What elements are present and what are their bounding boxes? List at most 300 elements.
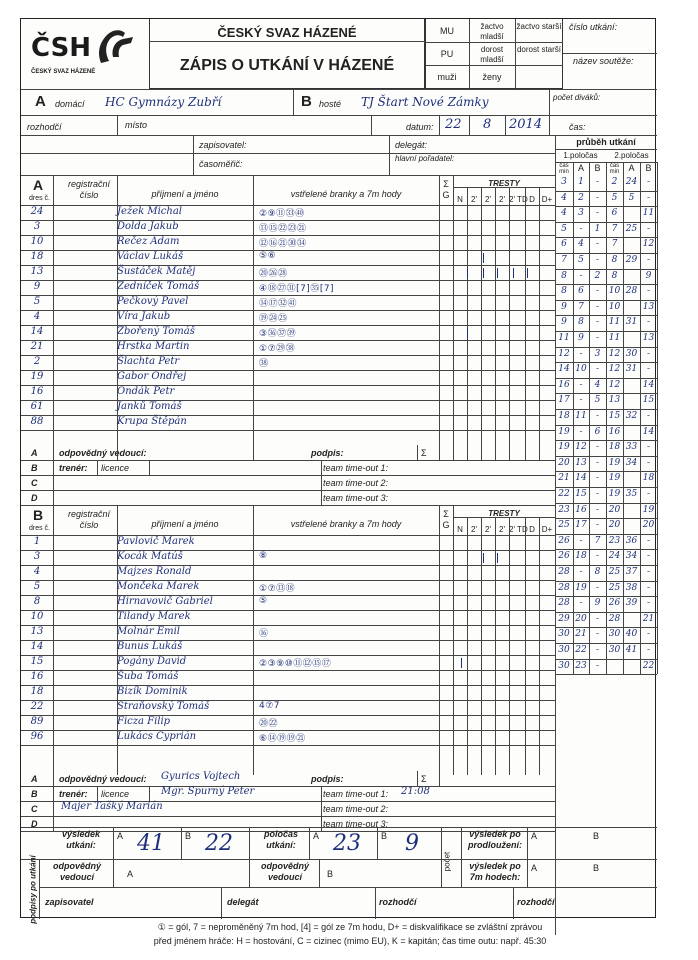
penalty-mark	[513, 268, 514, 278]
team-a-official-C: C	[31, 478, 38, 488]
team-a-player-name: Pečkový Pavel	[117, 296, 189, 307]
team-b-timeout3-label: team time-out 3:	[323, 819, 389, 829]
team-a-player-number: 5	[33, 296, 41, 307]
team-b-player-goals: ⑧	[259, 551, 268, 561]
course-time: 3	[561, 177, 567, 187]
team-b-tresty: TRESTY	[488, 509, 520, 518]
course-score-a: 8	[578, 317, 584, 328]
course-score-b-2: -	[646, 317, 651, 328]
course-score-a: 2	[578, 192, 584, 203]
time-label: čas:	[569, 122, 586, 132]
team-a-player-name: Víra Jakub	[117, 311, 171, 322]
course-header-cell: A	[577, 163, 584, 173]
team-a-player-goals: ⑳㉖㉘	[259, 269, 288, 279]
course-time: 29	[558, 613, 570, 624]
extension-label: výsledek po prodloužení:	[468, 829, 522, 850]
course-score-a: 18	[575, 551, 587, 562]
team-a-player-name: Šlachta Petr	[117, 356, 180, 367]
course-score-b: -	[595, 489, 600, 499]
team-a-player-number: 3	[33, 221, 41, 232]
team-a-player-name: Rečez Adam	[117, 236, 180, 247]
team-a-player-number: 24	[30, 206, 44, 217]
course-score-a-2: 31	[625, 364, 638, 375]
team-b-player-name: Kocák Matúš	[117, 551, 183, 562]
logo	[27, 23, 147, 81]
team-a-player-name: Hrstka Martin	[117, 341, 190, 352]
guest-label: hosté	[319, 99, 342, 109]
team-b-reg-col: registrační číslo	[67, 509, 111, 530]
team-b-player-goals: 4⑦7	[259, 701, 281, 711]
team-a-player-number: 16	[30, 386, 44, 397]
team-a-player-goals: ⑬⑮㉒㉓㉑	[259, 224, 307, 234]
ext-b-letter: B	[593, 831, 600, 841]
team-b-official-C: C	[31, 804, 38, 814]
team-a-dres: dres č.	[29, 195, 51, 202]
course-score-a-2: 31	[625, 317, 638, 328]
team-b-player-name: Ficza Filip	[117, 716, 171, 727]
course-time: 4	[561, 192, 567, 203]
course-score-b-2: -	[646, 348, 651, 359]
course-time: 19	[558, 426, 570, 437]
course-score-b: -	[595, 239, 600, 250]
team-a-reg-col: registrační číslo	[67, 179, 111, 200]
course-score-b-2: 9	[645, 270, 652, 281]
course-score-b: 4	[594, 379, 601, 390]
team-b-tresty-col-1: 2'	[471, 525, 477, 534]
team-b-player-goals: ①⑦⑬⑱	[259, 584, 296, 594]
sign-a-letter: A	[127, 869, 134, 879]
cat-zactvo-starsi: žactvo starší	[516, 22, 562, 31]
team-a-tresty-col-4: 2' TD	[509, 195, 528, 204]
penalty-mark	[467, 268, 468, 278]
sevenm-label: výsledek po 7m hodech:	[469, 861, 521, 882]
course-score-b: 6	[594, 426, 601, 437]
course-time-2: 19	[608, 489, 621, 499]
team-a-licence-label: licence	[101, 463, 130, 473]
course-score-b: -	[595, 333, 600, 343]
course-score-a: 3	[578, 208, 584, 219]
team-a-player-goals: ⑫⑯㉑㉚㉞	[259, 239, 307, 249]
course-time-2: 7	[611, 223, 618, 234]
course-score-b: -	[595, 301, 600, 312]
form-title: ZÁPIS O UTKÁNÍ V HÁZENÉ	[179, 57, 395, 74]
team-a-player-number: 61	[30, 401, 44, 412]
team-a-tresty-col-2: 2'	[485, 195, 491, 204]
course-time: 9	[561, 317, 567, 328]
course-score-b-2: -	[646, 582, 651, 593]
team-b-dres: dres č.	[29, 525, 51, 532]
course-score-b: 7	[594, 535, 601, 546]
penalty-mark	[467, 328, 468, 338]
main-organizer-label: hlavní pořadatel:	[395, 154, 455, 163]
course-score-b-2: -	[646, 489, 651, 499]
team-a-tresty-col-6: D+	[541, 195, 553, 204]
team-b-player-number: 14	[30, 641, 44, 652]
team-a-player-number: 2	[33, 356, 41, 367]
course-time-2: 19	[608, 457, 621, 468]
team-b-player-name: Pavlovič Marek	[117, 536, 195, 547]
result-a-letter: A	[117, 831, 124, 841]
course-score-a: 15	[575, 489, 587, 499]
course-score-b: -	[595, 208, 600, 219]
team-b-player-name: Lukács Cyprián	[117, 731, 197, 742]
course-header-cell: B	[645, 163, 652, 173]
course-time-2: 8	[611, 270, 618, 281]
course-time-2: 6	[611, 208, 618, 219]
course-time: 23	[558, 504, 570, 515]
half-a-letter: A	[313, 831, 320, 841]
team-a-resp-label: odpovědný vedoucí:	[59, 448, 147, 458]
cat-zeny: ženy	[482, 72, 502, 82]
course-time-2: 7	[611, 239, 618, 250]
sign-b-letter: B	[327, 869, 334, 879]
course-header-cell: čas min	[559, 163, 569, 175]
team-a-player-name: Krupa Štěpán	[117, 416, 187, 427]
team-b-player-name: Molnár Emil	[117, 626, 180, 637]
course-score-a-2: 41	[625, 645, 638, 655]
team-b-sum-col: Σ G	[442, 509, 450, 530]
course-time: 20	[558, 457, 570, 468]
course-time: 28	[558, 582, 570, 593]
course-time-2: 10	[608, 301, 621, 312]
course-time-2: 12	[608, 364, 621, 375]
course-time-2: 25	[608, 567, 621, 577]
team-a-player-name: Zbořený Tomáš	[117, 326, 195, 337]
course-score-a-2: 39	[625, 598, 638, 609]
course-score-b-2: -	[646, 223, 651, 234]
cat-zactvo-mladsi: žactvo mladší	[480, 22, 504, 41]
penalty-mark	[497, 553, 498, 563]
team-b-c-value: Majer Tašký Marián	[61, 801, 163, 812]
timekeeper-label: časoměřič:	[199, 159, 243, 169]
team-a-tresty-col-3: 2'	[499, 195, 505, 204]
course-score-a-2: 29	[625, 255, 638, 265]
team-b-player-goals: ②③⑨⑩⑪⑫⑮⑰	[259, 659, 332, 669]
team-a-player-goals: ④⑱㉗㉛[7]㉟[7]	[259, 284, 335, 294]
course-time-2: 20	[608, 520, 621, 531]
sign-resp-a-label: odpovědný vedoucí	[52, 861, 101, 882]
delegate-label: delegát:	[395, 140, 428, 150]
team-a-official-B: B	[31, 463, 38, 473]
course-time-2: 20	[608, 504, 621, 515]
team-b-player-name: Bizík Dominik	[117, 686, 188, 697]
team-b-player-name: Majzes Ronald	[117, 566, 192, 577]
course-score-a: 10	[575, 364, 587, 375]
team-a-player-number: 21	[30, 341, 44, 352]
team-a-player-name: Šustáček Matěj	[117, 266, 196, 277]
course-score-a: 9	[578, 333, 584, 343]
course-score-a: -	[579, 379, 583, 390]
team-b-tresty-col-0: N	[457, 525, 463, 534]
team-b-trainer-label: trenér:	[59, 789, 88, 799]
course-time-2: 15	[608, 411, 621, 421]
course-time: 18	[558, 411, 570, 421]
course-score-a: 21	[575, 629, 587, 640]
team-a-player-number: 13	[30, 266, 44, 277]
course-score-b-2: 14	[642, 379, 655, 390]
team-a-player-name: Gabor Ondřej	[117, 371, 187, 382]
team-b-player-name: Šuba Tomáš	[117, 671, 179, 682]
course-header-cell: A	[628, 163, 635, 173]
course-score-b-2: -	[646, 255, 651, 265]
course-score-b: -	[595, 317, 600, 328]
course-score-b-2: 13	[642, 333, 655, 343]
course-score-a-2: 24	[625, 177, 638, 187]
team-b-letter: B	[33, 507, 44, 523]
course-score-a: 12	[575, 442, 587, 453]
half-b-letter: B	[381, 831, 388, 841]
team-a-player-goals: ①⑦㉙㊳	[259, 344, 296, 354]
team-a-tresty-col-5: D	[529, 195, 535, 204]
team-b-player-name: Pogány David	[117, 656, 187, 667]
place-label: místo	[125, 120, 148, 130]
team-b-tresty-col-5: D	[529, 525, 535, 534]
team-a-name-col: příjmení a jméno	[151, 189, 219, 199]
course-score-b-2: -	[646, 411, 651, 421]
course-time: 11	[558, 333, 570, 343]
course-label: průběh utkání	[576, 137, 636, 147]
team-a-player-number: 88	[30, 416, 44, 427]
team-a-player-goals: ⑭⑰㉜㊶	[259, 299, 298, 309]
course-score-b: 2	[594, 270, 601, 281]
course-score-b: -	[595, 457, 600, 468]
penalty-mark	[483, 553, 484, 563]
course-score-b: 1	[594, 223, 601, 234]
result-a-value: 41	[137, 831, 165, 856]
spectators-label: počet diváků:	[553, 93, 601, 102]
course-time: 25	[558, 520, 570, 531]
team-a-player-name: Dolda Jakub	[117, 221, 179, 232]
logo-text: ČSH	[31, 33, 92, 63]
course-score-a: -	[579, 567, 583, 577]
course-score-b-2: 19	[642, 504, 655, 515]
team-a-player-goals: ㊳	[259, 359, 269, 369]
course-score-a-2: 40	[625, 629, 638, 640]
course-time: 28	[558, 567, 570, 577]
team-a-trainer-label: trenér:	[59, 463, 88, 473]
result-label: výsledek utkání:	[61, 829, 101, 850]
course-time-2: 11	[608, 317, 621, 328]
team-a-player-number: 9	[33, 281, 41, 292]
course-score-a: 16	[575, 504, 587, 515]
team-a-player-name: Václav Lukáš	[117, 251, 184, 262]
guest-team-value: TJ Štart Nové Zámky	[361, 95, 489, 109]
team-b-player-number: 89	[30, 716, 44, 727]
team-a-official-A: A	[31, 448, 38, 458]
team-a-player-name: Ježek Michal	[117, 206, 182, 217]
sign-referee1-label: rozhodčí	[379, 897, 417, 907]
course-score-b: -	[595, 645, 600, 655]
course-score-b: -	[595, 177, 600, 187]
course-score-b-2: -	[646, 598, 651, 609]
sevenm-b-letter: B	[593, 863, 600, 873]
team-a-sum: Σ	[421, 448, 427, 458]
sign-delegate-label: delegát	[227, 897, 259, 907]
course-score-a: 11	[575, 411, 587, 421]
half1-label: 1.poločas	[563, 151, 598, 160]
course-score-a-2: 25	[625, 223, 638, 234]
course-score-a: 13	[575, 457, 587, 468]
course-score-b: -	[595, 582, 600, 593]
date-month: 8	[483, 117, 492, 132]
course-score-a: 14	[575, 473, 587, 484]
course-score-b: -	[595, 629, 600, 640]
sign-referee2-label: rozhodčí	[517, 897, 555, 907]
course-score-a-2: 33	[625, 442, 638, 453]
course-time: 21	[558, 473, 570, 484]
course-score-b-2: 22	[642, 660, 655, 671]
course-score-a-2: 30	[625, 348, 638, 359]
team-b-player-goals: ⑯	[259, 629, 269, 639]
date-day: 22	[445, 117, 462, 132]
course-time-2: 30	[608, 629, 621, 640]
course-score-a: 20	[575, 613, 587, 624]
result-b-letter: B	[185, 831, 192, 841]
result-b-value: 22	[205, 831, 233, 856]
team-b-player-name: Mončeka Marek	[117, 581, 200, 592]
course-score-b: 3	[594, 348, 601, 359]
team-b-player-number: 15	[30, 656, 44, 667]
course-score-a-2: 32	[625, 411, 638, 421]
team-b-official-A: A	[31, 774, 38, 784]
course-score-b-2: 18	[642, 473, 655, 484]
team-b-name-col: příjmení a jméno	[151, 519, 219, 529]
team-b-timeout1-label: team time-out 1:	[323, 789, 389, 799]
union-name: ČESKÝ SVAZ HÁZENÉ	[217, 25, 357, 40]
course-score-a: -	[579, 270, 583, 281]
team-b-player-number: 3	[33, 551, 41, 562]
logo-subtitle: ČESKÝ SVAZ HÁZENÉ	[31, 69, 96, 75]
sign-recorder-label: zapisovatel	[45, 897, 94, 907]
course-time: 22	[558, 489, 570, 499]
course-time: 28	[558, 598, 570, 609]
team-a-letter: A	[33, 177, 44, 193]
course-score-b-2: -	[646, 535, 651, 546]
referee-label: rozhodčí	[27, 122, 62, 132]
course-score-b-2: -	[646, 567, 651, 577]
team-a-official-D: D	[31, 493, 38, 503]
team-a-player-number: 19	[30, 371, 44, 382]
half2-label: 2.poločas	[614, 151, 649, 160]
course-score-a: -	[579, 426, 583, 437]
course-score-a-2: 28	[625, 286, 638, 297]
course-time: 5	[561, 223, 567, 234]
course-score-a: 7	[578, 301, 584, 312]
team-a-player-number: 18	[30, 251, 44, 262]
course-score-b: 9	[594, 598, 601, 609]
course-time-2: 5	[611, 192, 618, 203]
team-b-player-number: 4	[33, 566, 41, 577]
course-time-2: 28	[608, 613, 621, 624]
ext-a-letter: A	[531, 831, 538, 841]
team-b-official-D: D	[31, 819, 38, 829]
course-score-b: 5	[594, 395, 601, 406]
course-time: 6	[561, 239, 567, 250]
course-time-2: 16	[608, 426, 621, 437]
team-b-sum: Σ	[421, 774, 427, 784]
team-a-player-name: Zedníček Tomáš	[117, 281, 200, 292]
team-b-player-number: 1	[33, 536, 41, 547]
sevenm-a-letter: A	[531, 863, 538, 873]
course-score-b: -	[595, 504, 600, 515]
team-b-resp-value: Gyurics Vojtech	[161, 771, 241, 782]
course-score-b: 8	[594, 567, 601, 577]
course-time-2: 8	[611, 255, 618, 265]
course-score-a-2: 5	[628, 192, 635, 203]
course-score-b: -	[595, 192, 600, 203]
course-score-a: 23	[575, 660, 587, 671]
cat-mu: MU	[440, 26, 454, 36]
course-score-b-2: 12	[642, 239, 655, 250]
course-score-a: 6	[578, 286, 584, 297]
course-score-a: 4	[578, 239, 584, 250]
count-label: počet	[442, 851, 452, 872]
cat-muzi: muži	[437, 72, 457, 82]
penalty-mark	[497, 268, 498, 278]
course-score-b: -	[595, 520, 600, 531]
half-b-value: 9	[405, 831, 419, 856]
team-b-licence-label: licence	[101, 789, 130, 799]
team-b-sign-label: podpis:	[311, 774, 344, 784]
team-b-timeout1-value: 21:08	[401, 786, 430, 797]
team-b-player-name: Bunus Lukáš	[117, 641, 183, 652]
course-score-a-2: 37	[625, 567, 638, 577]
team-a-player-name: Janků Tomáš	[117, 401, 182, 412]
course-time-2: 25	[608, 582, 621, 593]
team-b-tresty-col-6: D+	[541, 525, 553, 534]
course-score-b: -	[595, 442, 600, 453]
cat-dorost-starsi: dorost starší	[516, 45, 561, 54]
course-score-b: -	[595, 286, 600, 297]
team-b-player-name: Hirnavovič Gabriel	[117, 596, 213, 607]
course-score-b: -	[595, 255, 600, 265]
team-a-player-goals: ②⑨⑪㉝㊵	[259, 209, 305, 219]
course-score-b-2: -	[646, 442, 651, 453]
team-b-player-name: Tilandy Marek	[117, 611, 191, 622]
course-score-a: 1	[578, 177, 584, 187]
team-b-player-goals: ⑤	[259, 596, 268, 606]
course-time: 17	[558, 395, 570, 406]
course-score-b-2: 15	[642, 395, 655, 406]
course-score-b: -	[595, 473, 600, 484]
course-score-b-2: 20	[642, 520, 655, 531]
course-time: 8	[561, 270, 567, 281]
team-a-player-goals: ⑤⑥	[259, 251, 277, 261]
course-score-b-2: -	[646, 364, 651, 375]
recorder-label: zapisovatel:	[199, 140, 247, 150]
course-score-a-2: 34	[625, 551, 638, 562]
team-a-timeout3-label: team time-out 3:	[323, 493, 389, 503]
team-b-player-number: 22	[30, 701, 44, 712]
course-time: 4	[561, 208, 567, 219]
team-b-player-number: 5	[33, 581, 41, 592]
team-a-player-number: 14	[30, 326, 44, 337]
course-time-2: 26	[608, 598, 621, 609]
guest-letter: B	[301, 93, 312, 110]
team-b-official-B: B	[31, 789, 38, 799]
course-score-b-2: -	[646, 286, 651, 297]
team-a-player-goals: ③㊱㊲㊴	[259, 329, 297, 339]
course-score-b-2: -	[646, 629, 651, 640]
course-score-a: -	[579, 395, 583, 406]
course-score-b: -	[595, 411, 600, 421]
course-time-2: 30	[608, 645, 621, 655]
course-score-b-2: -	[646, 645, 651, 655]
team-b-resp-label: odpovědný vedoucí:	[59, 774, 147, 784]
course-time: 9	[561, 301, 567, 312]
team-b-player-number: 10	[30, 611, 44, 622]
course-time-2: 12	[608, 348, 621, 359]
